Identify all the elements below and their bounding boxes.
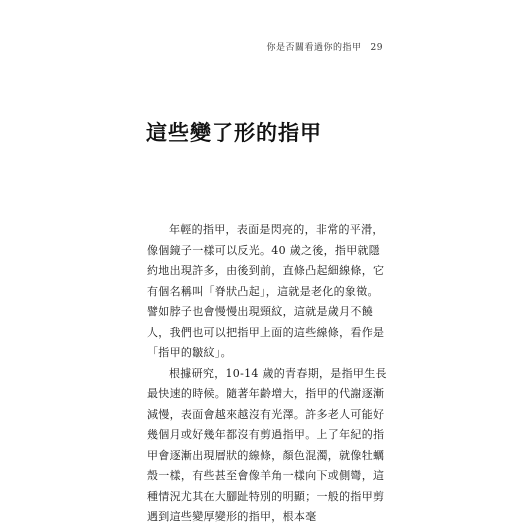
chapter-title: 這些變了形的指甲 (146, 121, 322, 145)
running-head (267, 40, 383, 53)
page-number: 29 (370, 43, 383, 53)
paragraph-1: 年輕的指甲，表面是閃亮的，非常的平滑，像個鏡子一樣可以反光。40 歲之後，指甲就隱約地出現許多，由後到前，直條凸起細線條，它有個名稱叫「脊狀凸起」，這就是老化的象徵。譬如脖子也會慢慢出現頸紋，這就是歲月不饒人，我們也可以把指甲上面的這些線條，看作是「指甲的皺紋」。 (147, 223, 385, 359)
body-text (147, 220, 387, 528)
paragraph-2: 根據研究，10-14 歲的青春期，是指甲生長最快速的時候。隨著年齡增大，指甲的代謝逐漸減慢，表面會越來越沒有光澤。許多老人可能好幾個月或好幾年都沒有剪過指甲。上了年紀的指甲會逐漸出現層狀的線條，顏色混濁，就像牡蠣殼一樣，有些甚至會像羊角一樣向下或側彎，這種情況尤其在大腳趾特別的明顯；一般的指甲剪遇到這些變厚變形的指甲，根本毫 (147, 366, 387, 523)
running-head-title: 你是否關看過你的指甲 (266, 43, 362, 53)
